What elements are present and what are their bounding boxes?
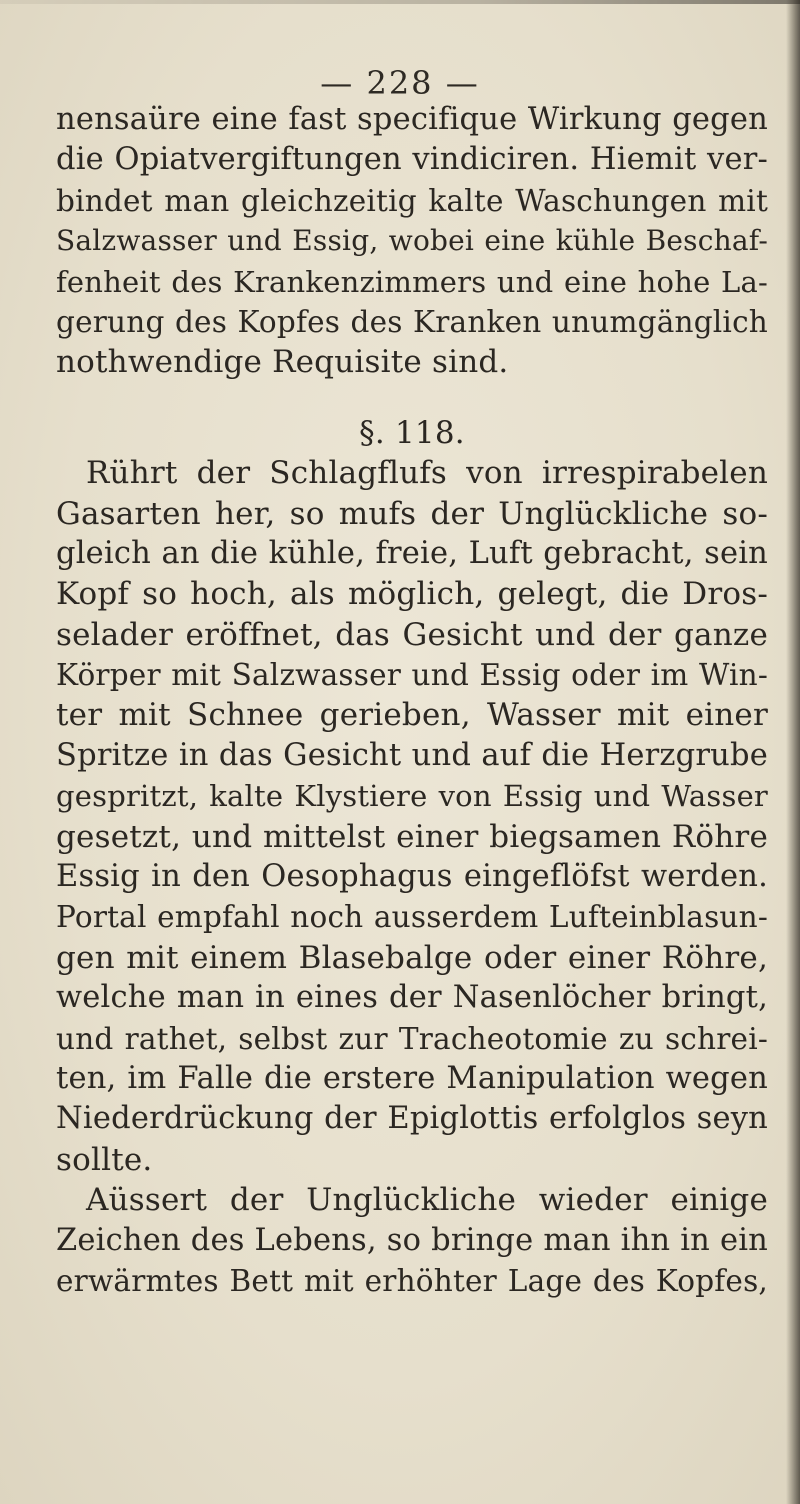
- text-line: und rathet, selbst zur Tracheotomie zu schrei-: [56, 1021, 768, 1056]
- text-line: Körper mit Salzwasser und Essig oder im Win-: [56, 658, 768, 693]
- text-line: Salzwasser und Essig, wobei eine kühle Beschaf-: [56, 224, 768, 258]
- section-heading: §. 118.: [359, 414, 465, 451]
- text-line: fenheit des Krankenzimmers und eine hohe La-: [56, 264, 768, 299]
- text-line: nothwendige Requisite sind.: [56, 344, 509, 381]
- text-line: gen mit einem Blasebalge oder einer Röhre,: [56, 939, 768, 976]
- text-line: Rührt der Schlagflufs von irrespirabelen: [86, 455, 768, 492]
- text-line: sollte.: [56, 1141, 153, 1178]
- binding-edge-shadow: [786, 0, 800, 1504]
- text-line: Spritze in das Gesicht und auf die Herzgrube: [56, 737, 768, 773]
- text-line: ten, im Falle die erstere Manipulation wegen: [56, 1060, 768, 1096]
- body-text: [56, 100, 768, 1301]
- text-line: welche man in eines der Nasenlöcher bringt,: [56, 980, 768, 1016]
- text-line: Kopf so hoch, als möglich, gelegt, die Dros-: [56, 576, 768, 613]
- text-line: Essig in den Oesophagus eingeflöfst werden.: [56, 859, 768, 895]
- text-line: Zeichen des Lebens, so bringe man ihn in ein: [56, 1222, 768, 1258]
- text-line: bindet man gleichzeitig kalte Waschungen mit: [56, 183, 768, 218]
- text-line: erwärmtes Bett mit erhöhter Lage des Kopfes,: [56, 1263, 768, 1298]
- text-line: nensaüre eine fast specifique Wirkung gegen: [56, 102, 768, 137]
- text-line: Portal empfahl noch ausserdem Lufteinblasun-: [56, 900, 768, 935]
- text-line: gerung des Kopfes des Kranken unumgänglich: [56, 304, 768, 339]
- text-line: gesetzt, und mittelst einer biegsamen Röhre: [56, 818, 768, 855]
- text-line: Aüssert der Unglückliche wieder einige: [86, 1182, 768, 1219]
- text-line: ter mit Schnee gerieben, Wasser mit einer: [56, 697, 768, 734]
- text-line: selader eröffnet, das Gesicht und der ganze: [56, 616, 768, 653]
- text-line: gleich an die kühle, freie, Luft gebracht, sein: [56, 535, 768, 571]
- page-number: — 228 —: [320, 64, 480, 102]
- text-line: Niederdrückung der Epiglottis erfolglos seyn: [56, 1101, 768, 1137]
- text-line: gespritzt, kalte Klystiere von Essig und Wasser: [56, 779, 768, 814]
- text-line: die Opiatvergiftungen vindiciren. Hiemit ver-: [56, 142, 768, 178]
- top-edge-shadow: [0, 0, 800, 4]
- text-line: Gasarten her, so mufs der Unglückliche so-: [56, 495, 768, 532]
